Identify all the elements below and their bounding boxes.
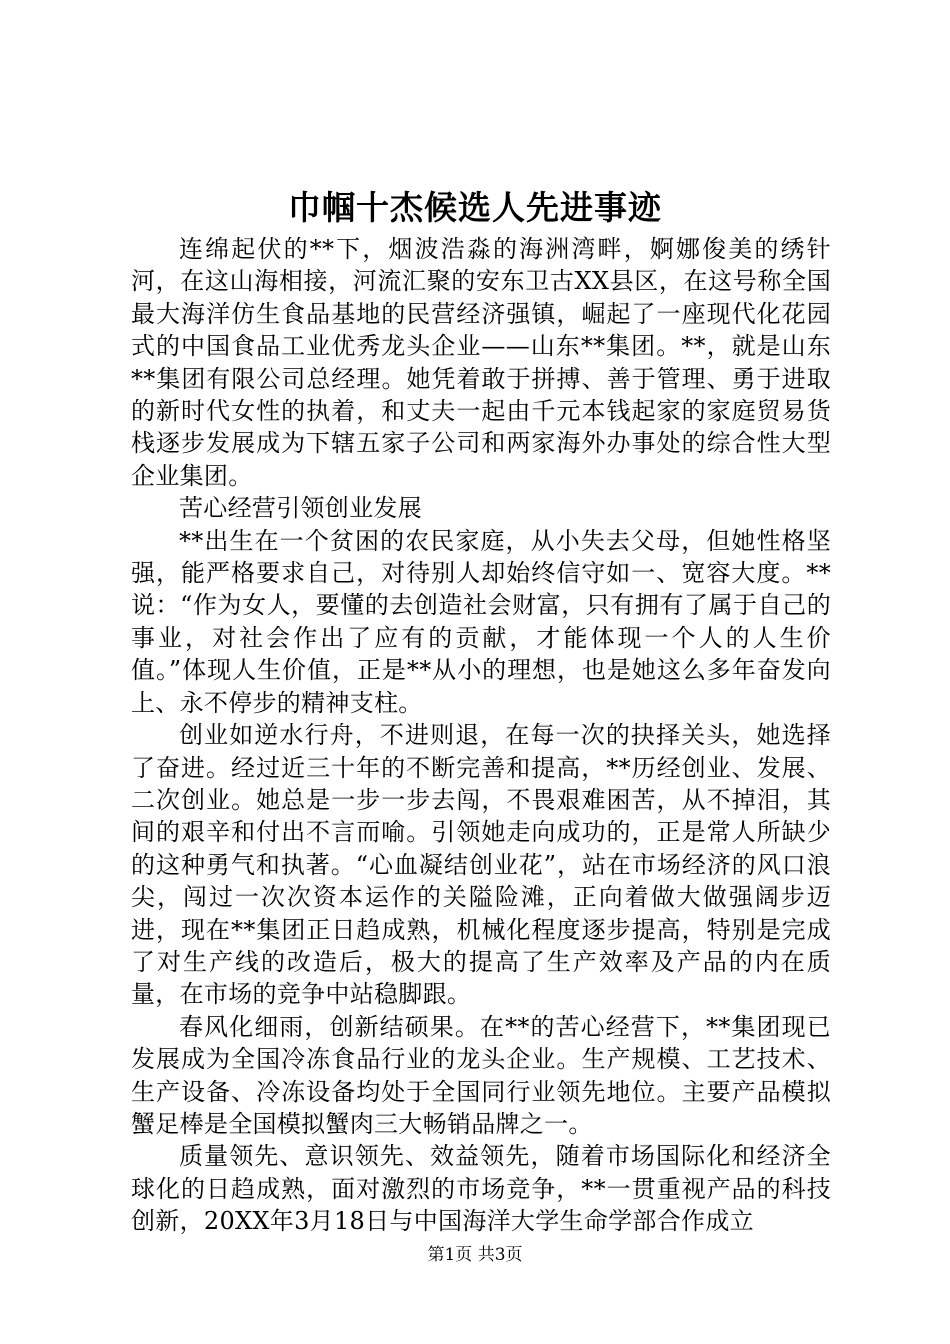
document-body xyxy=(131,233,831,1238)
document-title: 巾帼十杰候选人先进事迹 xyxy=(288,188,662,227)
paragraph-quality: 质量领先、意识领先、效益领先，随着市场国际化和经济全球化的日趋成熟，面对激烈的市场竞争，**一贯重视产品的科技创新，20XX年3月18日与中国海洋大学生命学部合作成立 xyxy=(131,1142,831,1236)
paragraph-entrepreneurship: 创业如逆水行舟，不进则退，在每一次的抉择关头，她选择了奋进。经过近三十年的不断完善和提高，**历经创业、发展、二次创业。她总是一步一步去闯，不畏艰难困苦，从不掉泪，其间的艰辛和付出不言而喻。引领她走向成功的，正是常人所缺少的这种勇气和执著。“心血凝结创业花”，站在市场经济的风口浪尖，闯过一次次资本运作的关隘险滩，正向着做大做强阔步迈进，现在**集团正日趋成熟，机械化程度逐步提高，特别是完成了对生产线的改造后，极大的提高了生产效率及产品的内在质量，在市场的竞争中站稳脚跟。 xyxy=(131,721,831,1009)
paragraph-intro: 连绵起伏的**下，烟波浩淼的海洲湾畔，婀娜俊美的绣针河，在这山海相接，河流汇聚的安东卫古XX县区，在这号称全国最大海洋仿生食品基地的民营经济强镇，崛起了一座现代化花园式的中国食品工业优秀龙头企业——山东**集团。**，就是山东**集团有限公司总经理。她凭着敢于拼搏、善于管理、勇于进取的新时代女性的执着，和丈夫一起由千元本钱起家的家庭贸易货栈逐步发展成为下辖五家子公司和两家海外办事处的综合性大型企业集团。 xyxy=(131,235,831,490)
page-footer xyxy=(0,1244,950,1266)
paragraph-background: **出生在一个贫困的农民家庭，从小失去父母，但她性格坚强，能严格要求自己，对待别人却始终信守如一、宽容大度。**说：“作为女人，要懂的去创造社会财富，只有拥有了属于自己的事业，对社会作出了应有的贡献，才能体现一个人的人生价值。”体现人生价值，正是**从小的理想，也是她这么多年奋发向上、永不停步的精神支柱。 xyxy=(131,526,831,717)
section-heading: 苦心经营引领创业发展 xyxy=(179,494,422,523)
page-number: 第1页 xyxy=(427,1245,473,1265)
page-total: 共3页 xyxy=(477,1245,523,1265)
paragraph-innovation: 春风化细雨，创新结硕果。在**的苦心经营下，**集团现已发展成为全国冷冻食品行业的龙头企业。生产规模、工艺技术、生产设备、冷冻设备均处于全国同行业领先地位。主要产品模拟蟹足棒是全国模拟蟹肉三大畅销品牌之一。 xyxy=(131,1012,831,1138)
